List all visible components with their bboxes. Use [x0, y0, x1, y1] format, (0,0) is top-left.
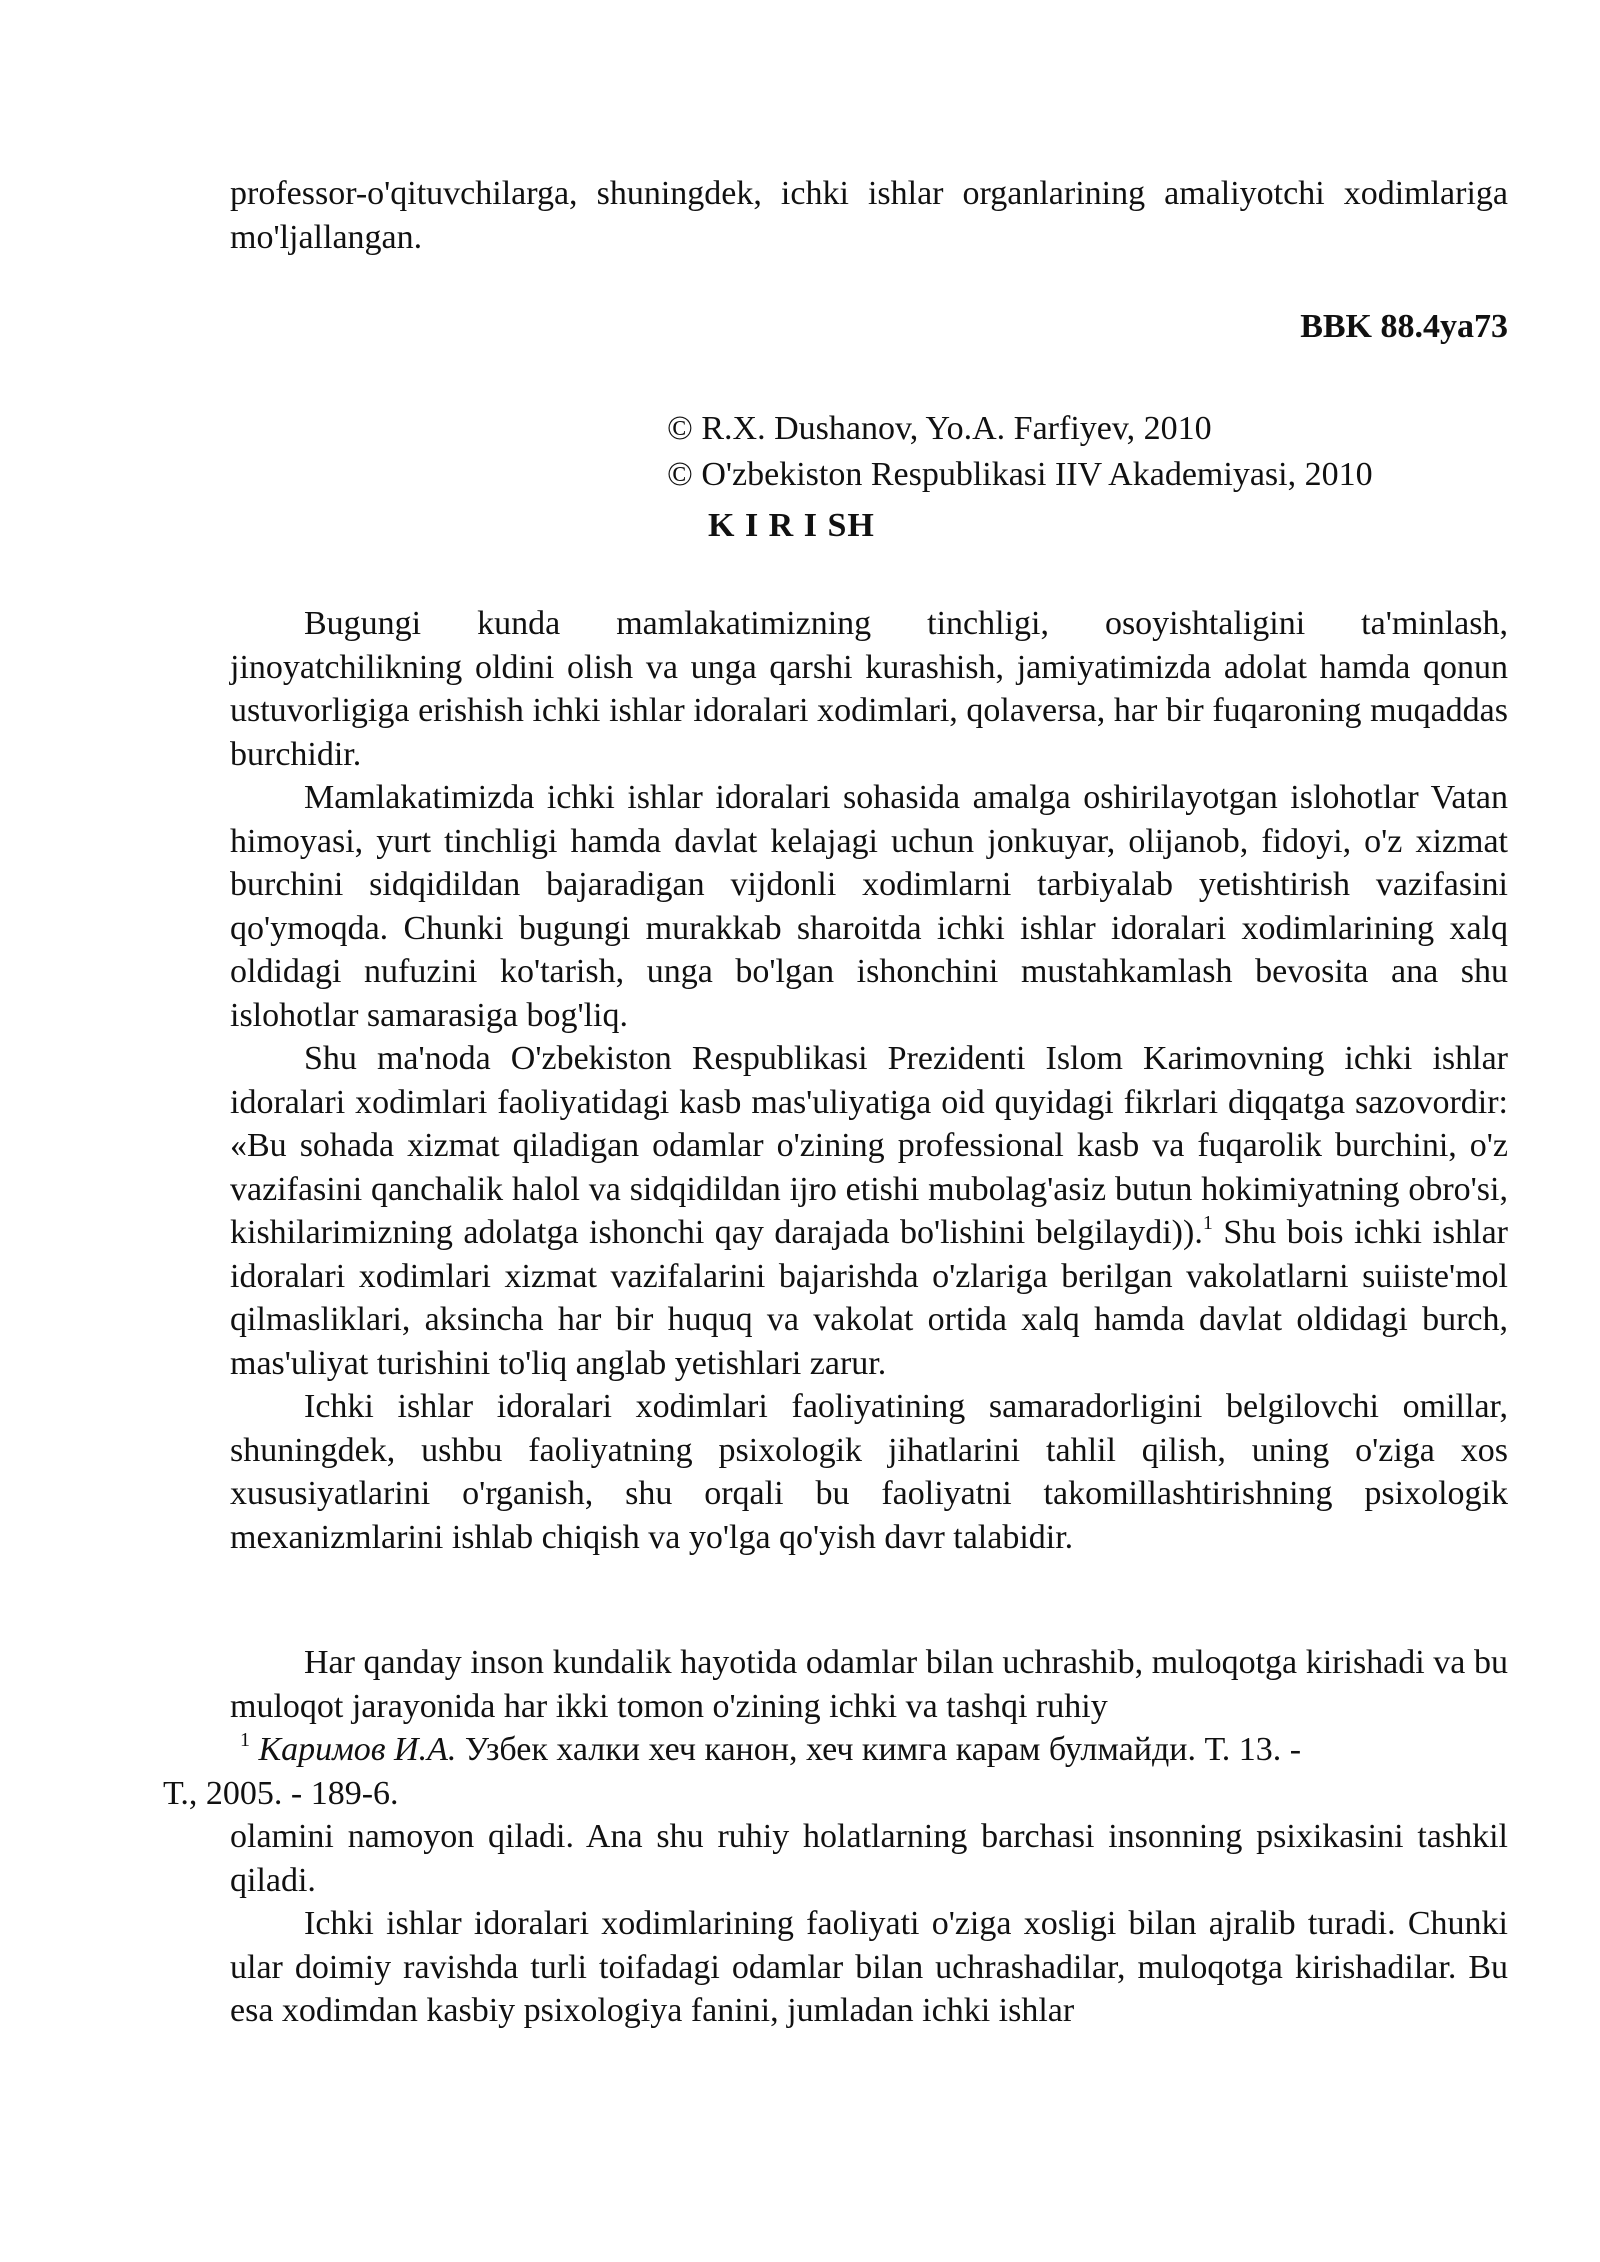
copyright-academy: © O'zbekiston Respublikasi IIV Akademiyasi, 2010: [667, 455, 1373, 493]
footnote: [163, 1728, 1508, 1815]
quote-text: Shu ma'noda O'zbekiston Respublikasi Prezidenti Islom Karimovning ichki ishlar idoralari xodimlari faoliyatidagi kasb mas'uliyatiga oid quyidagi fikrlari diqqatga sazovordir: «Bu sohada xizmat qiladigan odamlar o'zining professional kasb va fuqarolik burchini, o'z vazifasini qanchalik halol va sidqidildan ijro etishi mubolag'asiz butun hokimiyatning obro'si, kishilarimizning adolatga ishonchi qay darajada bo'lishini belgilaydi)).: [230, 1040, 1508, 1251]
paragraph-factors: Ichki ishlar idoralari xodimlari faoliyatining samaradorligini belgilovchi omillar, shuningdek, ushbu faoliyatning psixologik jihatlarini tahlil qilish, uning o'ziga xos xususiyatlarini o'rganish, shu orqali bu faoliyatni takomillashtirishning psixologik mexanizmlarini ishlab chiqish va yo'lga qo'yish davr talabidir.: [230, 1388, 1508, 1556]
paragraph-2: Mamlakatimizda ichki ishlar idoralari sohasida amalga oshirilayotgan islohotlar Vatan himoyasi, yurt tinchligi hamda davlat kelajagi uchun jonkuyar, olijanob, fidoyi, o'z xizmat burchini sidqidildan bajaradigan vijdonli xodimlarni tarbiyalab yetishtirish vazifasini qo'ymoqda. Chunki bugungi murakkab sharoitda ichki ishlar idoralari xodimlarining xalq oldidagi nufuzini ko'tarish, unga bo'lgan ishonchini mustahkamlash bevosita ana shu islohotlar samarasiga bog'liq.: [230, 779, 1508, 1034]
copyright-authors: © R.X. Dushanov, Yo.A. Farfiyev, 2010: [667, 409, 1212, 447]
paragraph-quote: [230, 1037, 1508, 1385]
footnote-author: Каримов И.А.: [258, 1731, 457, 1768]
paragraph-split-start: Har qanday inson kundalik hayotida odamlar bilan uchrashib, muloqotga kirishadi va bu muloqot jarayonida har ikki tomon o'zining ichki va tashqi ruhiy: [230, 1644, 1508, 1725]
spacer: [230, 1559, 1508, 1641]
copyright-block: [667, 406, 1508, 498]
paragraph-last: Ichki ishlar idoralari xodimlarining faoliyati o'ziga xosligi bilan ajralib turadi. Chunki ular doimiy ravishda turli toifadagi odamlar bilan uchrashadilar, muloqotga kirishadilar. Bu esa xodimdan kasbiy psixologiya fanini, jumladan ichki ishlar: [230, 1905, 1508, 2029]
footnote-line-1: [163, 1728, 1508, 1772]
paragraph-split-end: olamini namoyon qiladi. Ana shu ruhiy holatlarning barchasi insonning psixikasini tashkil qiladi.: [230, 1818, 1508, 1899]
footnote-line-2: Т., 2005. - 189-6.: [163, 1774, 399, 1812]
bbk-code: BBK 88.4ya73: [1300, 308, 1508, 345]
section-heading: K I R I SH: [708, 506, 875, 544]
footnote-reference: 1: [1202, 1212, 1213, 1234]
footnote-title: Узбек халки хеч канон, хеч кимга карам булмайди. Т. 13. -: [456, 1731, 1302, 1768]
document-page: [163, 172, 1509, 2033]
paragraph-1: Bugungi kunda mamlakatimizning tinchligi, osoyishtaligini ta'minlash, jinoyatchilikning oldini olish va unga qarshi kurashish, jamiyatimizda adolat hamda qonun ustuvorligiga erishish ichki ishlar idoralari xodimlari, qolaversa, har bir fuqaroning muqaddas burchidir.: [230, 605, 1508, 773]
footnote-number: 1: [240, 1729, 250, 1751]
intro-continuation: professor-o'qituvchilarga, shuningdek, ichki ishlar organlarining amaliyotchi xodimlariga mo'ljallangan.: [230, 175, 1508, 256]
quote-continuation: Shu bois ichki ishlar idoralari xodimlari xizmat vazifalarini bajarishda o'zlariga berilgan vakolatlarni suiiste'mol qilmasliklari, aksincha har bir huquq va vakolat ortida xalq hamda davlat oldidagi burch, mas'uliyat turishini to'liq anglab yetishlari zarur.: [230, 1214, 1509, 1382]
